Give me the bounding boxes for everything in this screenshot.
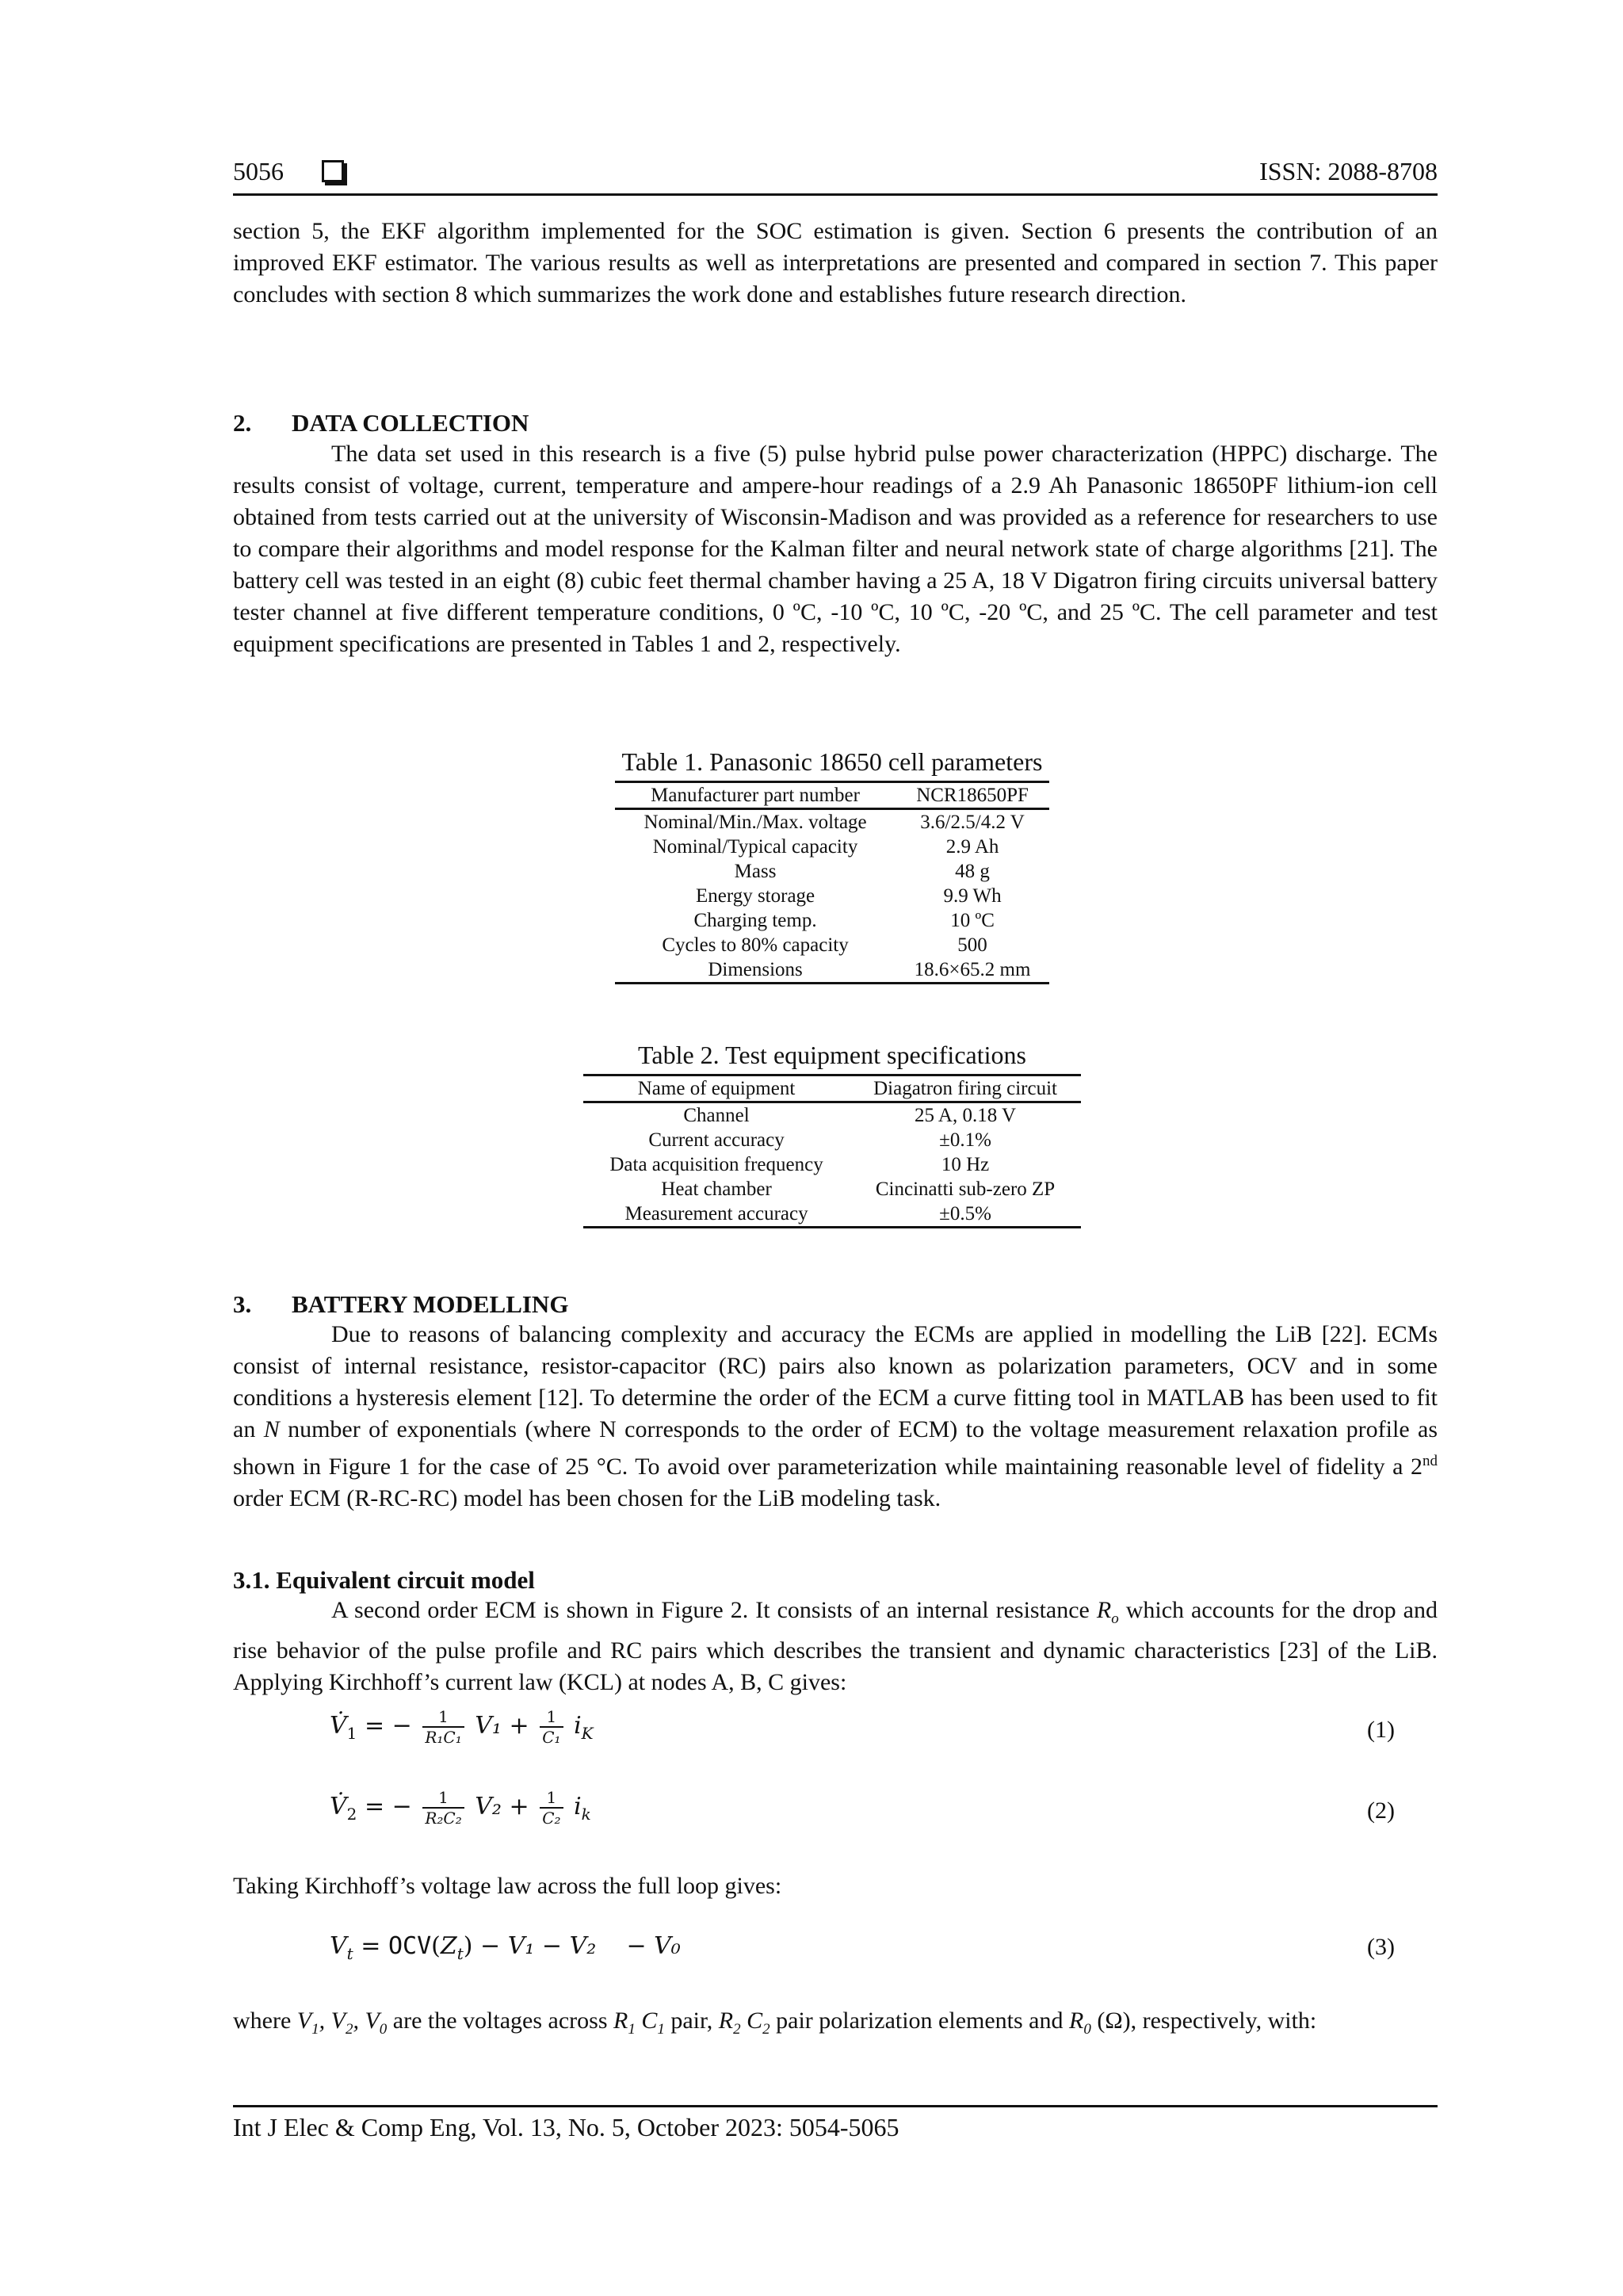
- table-row: [615, 835, 1049, 859]
- eq3-lhs: V: [330, 1932, 347, 1960]
- eq1-lhs: V̇: [330, 1712, 347, 1740]
- kvl-paragraph: Taking Kirchhoff’s voltage law across the full loop gives:: [233, 1873, 782, 1899]
- section-3-1-number: 3.1.: [233, 1566, 270, 1594]
- eq3-lhs-sub: t: [346, 1944, 353, 1963]
- eq1-fraction-1: [422, 1707, 464, 1747]
- equation-2-label: (2): [1367, 1797, 1395, 1824]
- section-3-text-n: N: [263, 1416, 280, 1442]
- eq2-frac2-num: 1: [540, 1788, 563, 1809]
- where-sep: ,: [319, 2008, 331, 2034]
- v1-sub: 1: [311, 2021, 319, 2038]
- table-cell: 3.6/2.5/4.2 V: [920, 812, 1025, 833]
- table-2-header-cell: Name of equipment: [583, 1075, 850, 1102]
- eq2-frac1-den: R₂C₂: [425, 1809, 462, 1828]
- table-2-header-cell: Diagatron firing circuit: [850, 1075, 1081, 1102]
- section-3-paragraph: [233, 1319, 1438, 1515]
- section-3-number: 3.: [233, 1290, 252, 1318]
- table-row: [615, 957, 1049, 984]
- eq1-fraction-2: [540, 1707, 563, 1747]
- table-cell: Data acquisition frequency: [609, 1154, 823, 1175]
- table-cell: 25 A, 0.18 V: [915, 1105, 1017, 1126]
- section-3-1-text-a: A second order ECM is shown in Figure 2. It consists of an internal resistance: [331, 1597, 1097, 1623]
- table-2-caption: Table 2. Test equipment specifications: [638, 1041, 1026, 1069]
- section-3-text-a: Due to reasons of balancing complexity and accuracy the ECMs are applied in modelling the LiB [22]. ECMs consist of internal resistance, resistor-capacitor (RC) pairs also known as polarization parameters, OCV and in some conditions a hysteresis element [12]. To determine the order of the ECM a curve fitting tool in MATLAB has been used to fit an: [233, 1321, 1438, 1442]
- section-2-number: 2.: [233, 409, 252, 437]
- eq3-arg-sub: t: [456, 1944, 464, 1963]
- table-row: [615, 884, 1049, 908]
- table-cell: Channel: [683, 1105, 750, 1126]
- table-row: [583, 1128, 1081, 1152]
- equation-2: [330, 1788, 1395, 1839]
- table-1-header-row: [615, 782, 1049, 809]
- issn-label: ISSN: 2088-8708: [1259, 157, 1438, 185]
- table-cell: ±0.5%: [850, 1201, 1081, 1228]
- eq2-fraction-2: [540, 1788, 563, 1828]
- eq1-rhs: i: [574, 1712, 582, 1740]
- table-row: [615, 933, 1049, 957]
- table-cell: 48 g: [955, 861, 990, 882]
- eq3-open-paren: (: [431, 1932, 441, 1960]
- eq3-equals: =: [361, 1932, 388, 1960]
- table-cell: 10 Hz: [941, 1154, 990, 1175]
- section-3-1-text-b: which accounts for the drop and rise behavior of the pulse profile and RC pairs which describes the transient and dynamic characteristics [23] of the LiB. Applying Kirchhoff’s current law (KCL) at nodes A, B, C gives:: [233, 1597, 1438, 1695]
- eq2-mid: V₂ +: [475, 1793, 529, 1820]
- section-2-title: DATA COLLECTION: [292, 409, 529, 437]
- eq2-rhs-sub: k: [581, 1805, 591, 1824]
- section-3-1-paragraph: [233, 1595, 1438, 1698]
- footer-rule: [233, 2105, 1438, 2107]
- eq3-rest: − V₁ − V₂ − V₀: [480, 1932, 681, 1960]
- page-footer: Int J Elec & Comp Eng, Vol. 13, No. 5, October 2023: 5054-5065: [233, 2113, 899, 2141]
- section-3-text-c: order ECM (R-RC-RC) model has been chosen for the LiB modeling task.: [233, 1485, 941, 1511]
- table-cell: 9.9 Wh: [943, 885, 1002, 907]
- section-3-text-sup: nd: [1423, 1453, 1438, 1469]
- eq2-frac1-num: 1: [422, 1788, 464, 1809]
- eq2-frac2-den: C₂: [542, 1809, 561, 1828]
- where-paragraph: [233, 2005, 1438, 2046]
- table-cell: Cincinatti sub-zero ZP: [875, 1179, 1056, 1200]
- where-text: [741, 2008, 747, 2034]
- table-row: [615, 809, 1049, 835]
- table-cell: Mass: [734, 861, 777, 882]
- section-3-title: BATTERY MODELLING: [292, 1290, 569, 1318]
- c2-symbol: C: [747, 2008, 763, 2034]
- eq1-mid: V₁ +: [475, 1712, 529, 1740]
- where-text: where: [233, 2008, 297, 2034]
- table-cell: Current accuracy: [648, 1129, 785, 1151]
- eq3-arg: Z: [440, 1932, 457, 1960]
- table-row: [583, 1177, 1081, 1201]
- table-cell: Nominal/Typical capacity: [652, 836, 858, 858]
- section-3-1-title: Equivalent circuit model: [276, 1566, 535, 1594]
- where-text: (Ω), respectively, with:: [1090, 2008, 1317, 2034]
- r1-symbol: R: [613, 2008, 628, 2034]
- v1-symbol: V: [296, 2008, 312, 2034]
- c1-sub: 1: [657, 2021, 665, 2038]
- v2-symbol: V: [330, 2008, 346, 2034]
- table-row: [615, 859, 1049, 884]
- equation-1-label: (1): [1367, 1717, 1395, 1743]
- where-text: pair polarization elements and: [769, 2008, 1069, 2034]
- header-rule: [233, 193, 1438, 196]
- table-cell: ±0.1%: [939, 1129, 991, 1151]
- table-cell: Energy storage: [695, 885, 815, 907]
- table-cell: 2.9 Ah: [945, 836, 999, 858]
- v2-sub: 2: [345, 2021, 353, 2038]
- table-row: [583, 1152, 1081, 1177]
- equation-3-label: (3): [1367, 1934, 1395, 1960]
- r0-sub: 0: [1083, 2021, 1091, 2038]
- r2-sub: 2: [733, 2021, 741, 2038]
- table-1-header-cell: Manufacturer part number: [615, 782, 896, 809]
- eq2-lhs: V̇: [330, 1793, 347, 1820]
- page-number: 5056: [233, 157, 284, 185]
- table-cell: Heat chamber: [661, 1179, 772, 1200]
- table-1: [615, 781, 1049, 984]
- eq3-ocv: OCV: [388, 1932, 432, 1960]
- eq2-fraction-1: [422, 1788, 464, 1828]
- eq1-rhs-sub: K: [581, 1724, 594, 1743]
- where-text: are the voltages across: [387, 2008, 613, 2034]
- equation-3: [330, 1924, 1395, 1975]
- equation-3-expression: [330, 1932, 681, 1963]
- c1-symbol: C: [641, 2008, 658, 2034]
- table-cell: Charging temp.: [693, 910, 817, 931]
- table-cell: Nominal/Min./Max. voltage: [643, 812, 867, 833]
- eq2-rhs: i: [574, 1793, 582, 1820]
- intro-paragraph: section 5, the EKF algorithm implemented for the SOC estimation is given. Section 6 presents the contribution of an improved EKF estimator. The various results as well as interpretations are presented and compared in section 7. This paper concludes with section 8 which summarizes the work done and establishes future research direction.: [233, 218, 1438, 308]
- square-bullet-icon: [322, 160, 344, 182]
- table-row: [615, 908, 1049, 933]
- table-cell: Dimensions: [615, 957, 896, 984]
- table-cell: Cycles to 80% capacity: [662, 934, 849, 956]
- eq1-frac1-num: 1: [422, 1707, 464, 1728]
- section-3-1-heading: [233, 1566, 535, 1595]
- r2-symbol: R: [718, 2008, 734, 2034]
- eq1-frac2-num: 1: [540, 1707, 563, 1728]
- eq1-lhs-sub: 1: [346, 1724, 357, 1743]
- section-2-paragraph: The data set used in this research is a five (5) pulse hybrid pulse power characterization (HPPC) discharge. The results consist of voltage, current, temperature and ampere-hour readings of a 2.9 Ah Panasonic 18650PF lithium-ion cell obtained from tests carried out at the university of Wisconsin-Madison and was provided as a reference for researchers to use to compare their algorithms and model response for the Kalman filter and neural network state of charge algorithms [21]. The battery cell was tested in an eight (8) cubic feet thermal chamber having a 25 A, 18 V Digatron firing circuits universal battery tester channel at five different temperature conditions, 0 ºC, -10 ºC, 10 ºC, -20 ºC, and 25 ºC. The cell parameter and test equipment specifications are presented in Tables 1 and 2, respectively.: [233, 441, 1438, 657]
- section-2-heading: [233, 409, 529, 437]
- v0-sub: 0: [379, 2021, 388, 2038]
- eq2-equals: = −: [364, 1793, 412, 1820]
- equation-2-expression: [330, 1788, 591, 1828]
- table-cell: 10 ºC: [950, 910, 995, 931]
- equation-1-expression: [330, 1707, 594, 1747]
- where-sep: ,: [353, 2008, 365, 2034]
- ro-symbol: R: [1096, 1597, 1112, 1623]
- section-3-text-b: number of exponentials (where N corresponds to the order of ECM) to the voltage measurement relaxation profile as shown in Figure 1 for the case of 25 °C. To avoid over parameterization while maintaining reasonable level of fidelity a 2: [233, 1416, 1438, 1480]
- page-header: [233, 152, 1438, 197]
- where-text: pair,: [664, 2008, 719, 2034]
- ro-subscript: o: [1111, 1610, 1119, 1627]
- eq1-frac2-den: C₁: [542, 1728, 561, 1747]
- eq1-equals: = −: [364, 1712, 412, 1740]
- eq3-close-paren: ): [463, 1932, 473, 1960]
- r0-symbol: R: [1069, 2008, 1084, 2034]
- table-row: [583, 1201, 1081, 1228]
- table-row: [583, 1102, 1081, 1129]
- table-1-caption: Table 1. Panasonic 18650 cell parameters: [621, 747, 1043, 776]
- eq1-frac1-den: R₁C₁: [425, 1728, 462, 1747]
- table-cell: Measurement accuracy: [583, 1201, 850, 1228]
- v0-symbol: V: [365, 2008, 380, 2034]
- table-2-header-row: [583, 1075, 1081, 1102]
- table-cell: 18.6×65.2 mm: [896, 957, 1049, 984]
- r1-sub: 1: [628, 2021, 636, 2038]
- eq2-lhs-sub: 2: [346, 1805, 357, 1824]
- section-3-heading: [233, 1290, 568, 1319]
- table-1-header-cell: NCR18650PF: [896, 782, 1049, 809]
- equation-1: [330, 1707, 1395, 1758]
- table-cell: 500: [957, 934, 987, 956]
- table-2: [583, 1074, 1081, 1228]
- c2-sub: 2: [762, 2021, 770, 2038]
